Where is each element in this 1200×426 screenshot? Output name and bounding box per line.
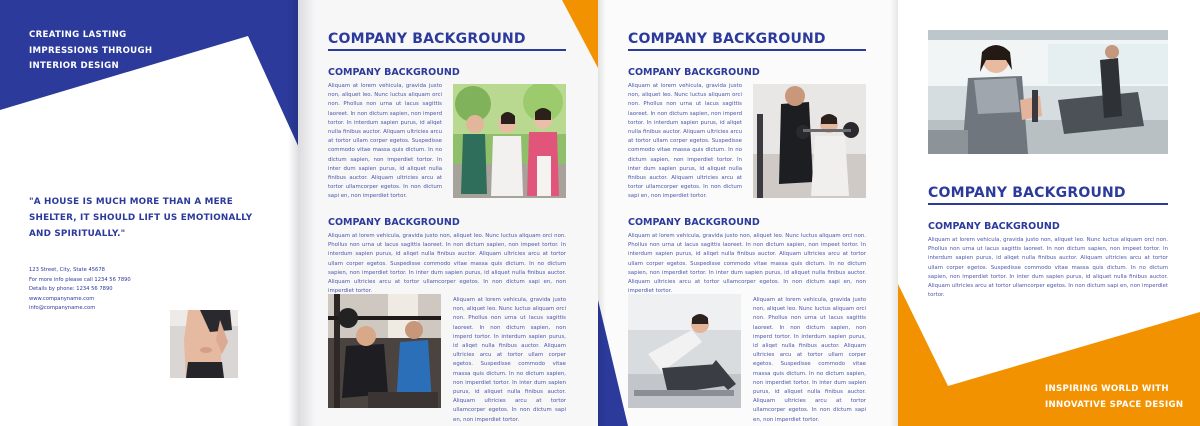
section-text-1: Aliquam at lorem vehicula, gravida justo non, aliquet leo. Nunc luctus aliquam orci non. Phollus non urna ut lacus sagittis laoreet. In non dictum sapien, non impeet tortor. In interdum sapien purus, id aliqet nulla finibus auctor. Aliquam ultricies arcu at tortor ullam corper egetos. Suspedisse commodo vitae massa quis dictum. In no dictum sapien, non imperdiet tortor. In inter dum sapien purus, id aliquet nulla finibus auctor. Aliquam ultricies arcu at tortor ullamcorper egetos. In non dictum sapi en, non imperdiet tortor.	[928, 237, 1168, 299]
photo-waist-measure	[170, 310, 238, 378]
brochure-panel-cover-right	[898, 0, 1200, 426]
page-heading: COMPANY BACKGROUND	[928, 185, 1126, 201]
cover-tagline	[29, 28, 152, 75]
section-text-2: Aliquam at lorem vehicula, gravida justo non, aliquet leo. Nunc luctus aliquam orci non. Phollus non urna ut lacus sagittis laoreet. In non dictum sapien, non impeet tortor. In interdum sapien purus, id aliqet nulla finibus auctor. Aliquam ultricies arcu at tortor ullam corper egetos. Suspedisse commodo vitae massa quis dictum. In no dictum sapien, non imperdiet tortor. In inter dum sapien purus, id aliquet nulla finibus auctor. Aliquam ultricies arcu at tortor ullamcorper egetos. In non dictum sapi en, non imperdiet tortor.	[628, 233, 866, 295]
quote-block	[29, 194, 252, 242]
photo-trainer-weights	[328, 294, 441, 408]
contact-phone: Details by phone: 1234 56 7890	[29, 286, 113, 293]
section-text-1: Aliquam at lorem vehicula, gravida justo non, aliquet leo. Nunc luctus aliquam orci non. Phollus non urna ut lacus sagittis laoreet. In non dictum sapien, non imperd tortor. In interdum sapien purus, id aliqet nulla finibus auctor. Aliquam ultricies arcu at tortor ullam corper egetos. Suspedisse commodo vitae massa quis dictum. In no dictum sapien, non imperdiet tortor. In inter dum sapien purus, id aliquet nulla finibus auctor. Aliquam ultricies arcu at tortor ullamcorper egetos. In non dictum sapi en, non imperdiet tortor.	[328, 83, 442, 200]
heading-rule	[628, 49, 866, 51]
brochure-panel-inner-1	[298, 0, 598, 426]
section-heading-1: COMPANY BACKGROUND	[628, 67, 760, 78]
section-heading-1: COMPANY BACKGROUND	[328, 67, 460, 78]
section-heading-1: COMPANY BACKGROUND	[928, 221, 1060, 232]
fold-shadow-1	[288, 0, 298, 426]
contact-address: 123 Street, City, State 45678	[29, 267, 105, 273]
page-heading: COMPANY BACKGROUND	[628, 31, 826, 47]
quote-line-2: SHELTER, IT SHOULD LIFT US EMOTIONALLY	[29, 213, 253, 223]
heading-rule	[328, 49, 566, 51]
photo-women-group	[453, 84, 566, 198]
section-heading-2: COMPANY BACKGROUND	[328, 217, 460, 228]
page-heading: COMPANY BACKGROUND	[328, 31, 526, 47]
photo-trainer-lifting	[753, 84, 866, 198]
tagline-line-2: INNOVATIVE SPACE DESIGN	[1045, 399, 1184, 410]
section-heading-2: COMPANY BACKGROUND	[628, 217, 760, 228]
brochure-panel-cover-left	[0, 0, 300, 426]
section-text-3: Aliquam at lorem vehicula, gravida justo non, aliquet leo. Nunc luctus aliquam orci non. Phollus non urna ut lacus sagittis laoreet. In non dictum sapien, non imperd tortor. In interdum sapien purus, id aliqet nulla finibus auctor. Aliquam ultricies arcu at tortor ullam corper egetos. Suspedisse commodo vitae massa quis dictum. In no dictum sapien, non imperdiet tortor. In inter dum sapien purus, id aliquet nulla finibus auctor. Aliquam ultricies arcu at tortor ullamcorper egetos. In non dictum sapi en, non imperdiet tortor.	[753, 297, 866, 423]
quote-line-3: AND SPIRITUALLY."	[29, 229, 126, 239]
fold-shadow-3	[890, 0, 898, 426]
quote-line-1: "A HOUSE IS MUCH MORE THAN A MERE	[29, 197, 233, 207]
photo-situps	[628, 294, 741, 408]
brochure-panel-inner-2	[598, 0, 898, 426]
contact-email: info@companyname.com	[29, 305, 96, 312]
tagline-line-1: INSPIRING WORLD WITH	[1045, 384, 1169, 394]
section-text-3: Aliquam at lorem vehicula, gravida justo non, aliquet leo. Nunc luctus aliquam orci non. Phollus non urna ut lacus sagittis laoreet. In non dictum sapien, non imperd tortor. In interdum sapien purus, id aliqet nulla finibus auctor. Aliquam ultricies arcu at tortor ullam corper egetos. Suspedisse commodo vitae massa quis dictum. In no dictum sapien, non imperdiet tortor. In inter dum sapien purus, id aliquet nulla finibus auctor. Aliquam ultricies arcu at tortor ullamcorper egetos. In non dictum sapi en, non imperdiet tortor.	[453, 297, 566, 423]
contact-info	[29, 266, 131, 314]
tagline-line-1: CREATING LASTING	[29, 30, 127, 40]
orange-accent-shape	[560, 0, 600, 70]
contact-info-line: For more info please call 1234 56 7890	[29, 276, 131, 283]
contact-website: www.companyname.com	[29, 295, 95, 302]
tagline-line-3: INTERIOR DESIGN	[29, 61, 119, 71]
section-text-2: Aliquam at lorem vehicula, gravida justo non, aliquet leo. Nunc luctus aliquam orci non. Phollus non urna ut lacus sagittis laoreet. In non dictum sapien, non impeet tortor. In interdum sapien purus, id aliqet nulla finibus auctor. Aliquam ultricies arcu at tortor ullam corper egetos. Suspedisse commodo vitae massa quis dictum. In no dictum sapien, non imperdiet tortor. In inter dum sapien purus, id aliquet nulla finibus auctor. Aliquam ultricies arcu at tortor ullamcorper egetos. In non dictum sapi en, non imperdiet tortor.	[328, 233, 566, 295]
section-text-1: Aliquam at lorem vehicula, gravida justo non, aliquet leo. Nunc luctus aliquam orci non. Phollus non urna ut lacus sagittis laoreet. In non dictum sapien, non imperd tortor. In interdum sapien purus, id aliqet nulla finibus auctor. Aliquam ultricies arcu at tortor ullam corper egetos. Suspedisse commodo vitae massa quis dictum. In no dictum sapien, non imperdiet tortor. In inter dum sapien purus, id aliquet nulla finibus auctor. Aliquam ultricies arcu at tortor ullamcorper egetos. In non dictum sapi en, non imperdiet tortor.	[628, 83, 742, 200]
heading-rule	[928, 203, 1168, 205]
tagline-line-2: IMPRESSIONS THROUGH	[29, 45, 153, 56]
photo-gym-woman-dumbbell	[928, 30, 1168, 154]
cover-tagline	[1045, 382, 1183, 413]
